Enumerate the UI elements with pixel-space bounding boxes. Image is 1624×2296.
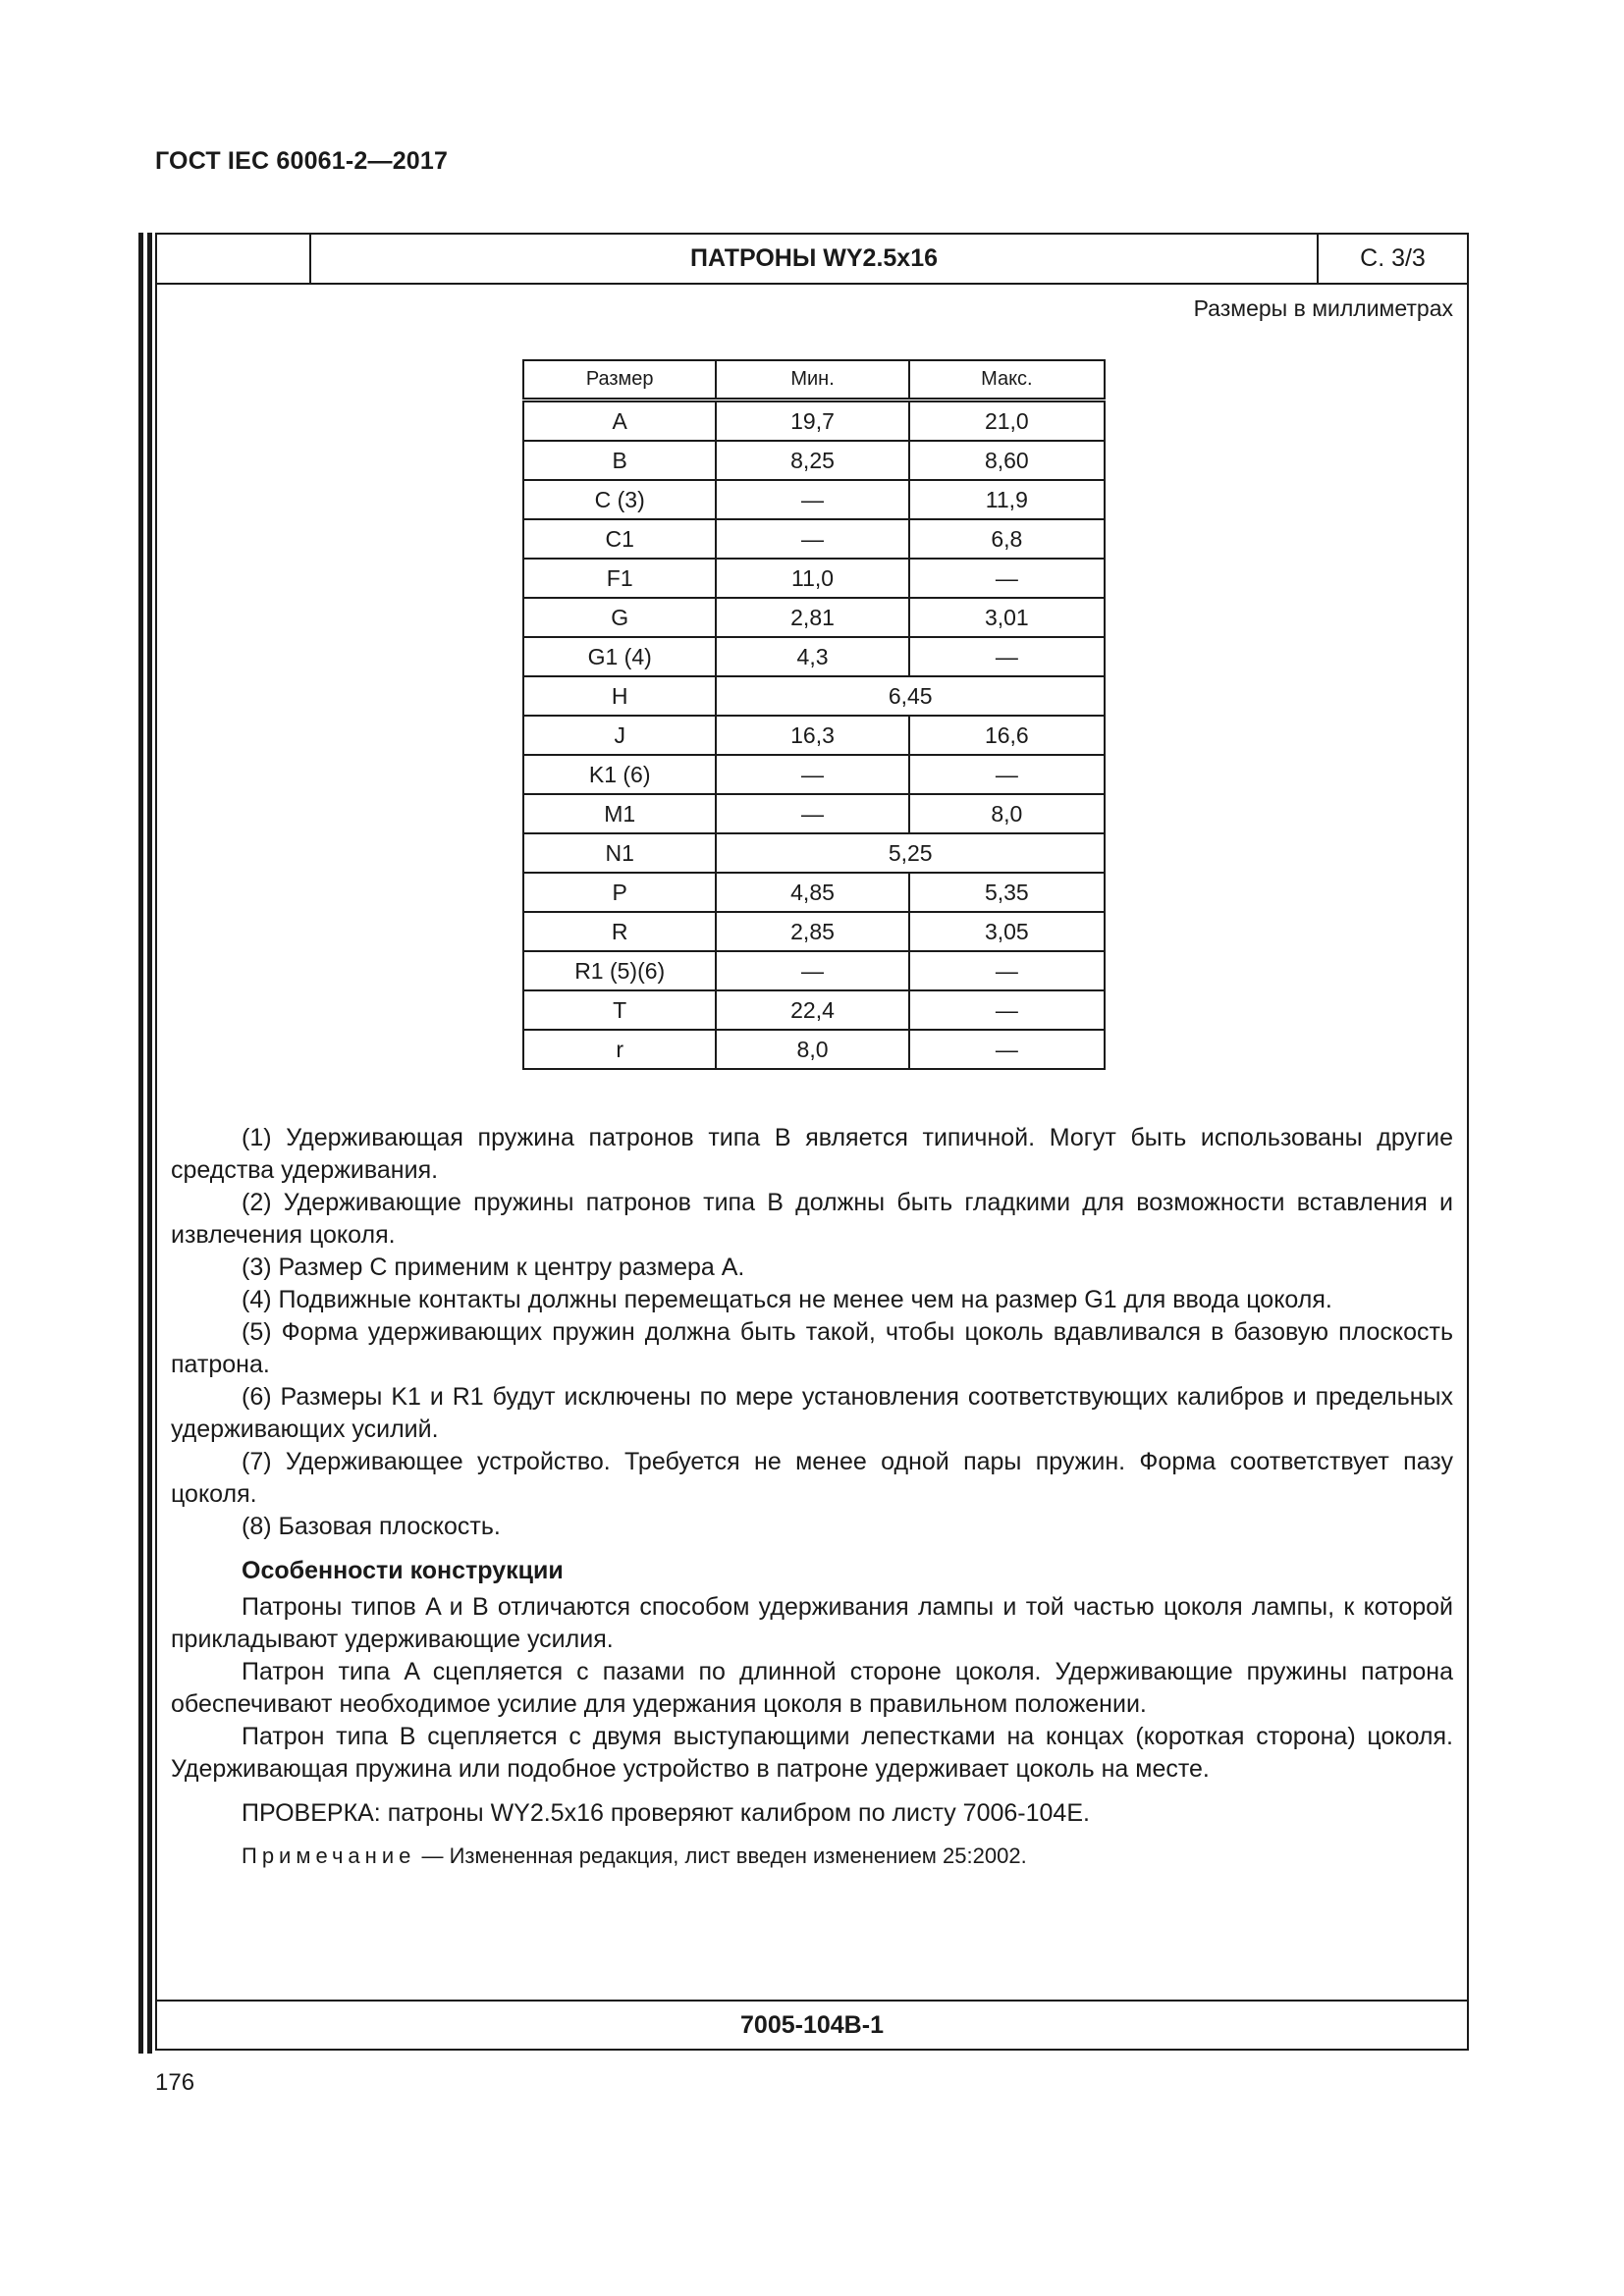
cell-max: 8,60 (909, 441, 1105, 480)
column-header-size: Размер (523, 360, 716, 400)
table-row (523, 400, 1105, 442)
cell-max: 21,0 (909, 400, 1105, 442)
left-double-rule-inner (147, 233, 152, 2054)
table-row (523, 559, 1105, 598)
cell-min: 2,81 (716, 598, 908, 637)
table-row (523, 794, 1105, 833)
cell-max: — (909, 637, 1105, 676)
footnote: (8) Базовая плоскость. (242, 1513, 501, 1540)
cell-size: K1 (6) (523, 755, 716, 794)
cell-size: R (523, 912, 716, 951)
section-paragraph: Патрон типа A сцепляется с пазами по длинной стороне цоколя. Удерживающие пружины патрона обеспечивают необходимое усилие для удержания цоколя в правильном положении. (171, 1658, 1453, 1718)
left-double-rule (138, 233, 143, 2054)
cell-merged-value: 5,25 (716, 833, 1105, 873)
cell-size: B (523, 441, 716, 480)
column-header-min: Мин. (716, 360, 908, 400)
units-note: Размеры в миллиметрах (1193, 295, 1453, 321)
table-row (523, 716, 1105, 755)
cell-max: 8,0 (909, 794, 1105, 833)
cell-min: 11,0 (716, 559, 908, 598)
cell-min: 19,7 (716, 400, 908, 442)
table-row (523, 912, 1105, 951)
cell-min: 4,3 (716, 637, 908, 676)
sheet-body (171, 1122, 1453, 1871)
table-row (523, 676, 1105, 716)
cell-min: — (716, 794, 908, 833)
cell-size: C (3) (523, 480, 716, 519)
cell-min: 22,4 (716, 990, 908, 1030)
cell-size: C1 (523, 519, 716, 559)
table-row (523, 873, 1105, 912)
cell-max: 3,05 (909, 912, 1105, 951)
cell-min: — (716, 519, 908, 559)
footnote: (7) Удерживающее устройство. Требуется не менее одной пары пружин. Форма соответствует пазу цоколя. (171, 1448, 1453, 1508)
table-row (523, 755, 1105, 794)
section-heading: Особенности конструкции (242, 1557, 564, 1584)
table-row (523, 637, 1105, 676)
footnote: (1) Удерживающая пружина патронов типа B является типичной. Могут быть использованы другие средства удерживания. (171, 1124, 1453, 1184)
cell-max: — (909, 990, 1105, 1030)
document-code: ГОСТ IEC 60061-2—2017 (155, 147, 449, 175)
table-header-row (523, 360, 1105, 400)
table-row (523, 598, 1105, 637)
footnote: (4) Подвижные контакты должны перемещаться не менее чем на размер G1 для ввода цоколя. (242, 1286, 1332, 1313)
cell-max: 6,8 (909, 519, 1105, 559)
dimensions-table (522, 359, 1106, 1070)
cell-min: 4,85 (716, 873, 908, 912)
footnote: (3) Размер C применим к центру размера A. (242, 1254, 745, 1281)
table-row (523, 519, 1105, 559)
cell-max: — (909, 951, 1105, 990)
cell-min: — (716, 755, 908, 794)
table-row (523, 441, 1105, 480)
note-text: — Измененная редакция, лист введен изменением 25:2002. (415, 1843, 1027, 1868)
sheet-page-label: С. 3/3 (1360, 244, 1426, 272)
section-paragraph: Патрон типа B сцепляется с двумя выступающими лепестками на концах (короткая сторона) цоколя. Удерживающая пружина или подобное устройство в патроне удерживает цоколь на месте. (171, 1723, 1453, 1783)
check-text: ПРОВЕРКА: патроны WY2.5x16 проверяют калибром по листу 7006-104E. (242, 1799, 1090, 1827)
column-header-max: Макс. (909, 360, 1105, 400)
cell-max: 5,35 (909, 873, 1105, 912)
cell-size: G1 (4) (523, 637, 716, 676)
cell-size: A (523, 400, 716, 442)
cell-min: 8,0 (716, 1030, 908, 1069)
cell-size: G (523, 598, 716, 637)
cell-merged-value: 6,45 (716, 676, 1105, 716)
cell-size: F1 (523, 559, 716, 598)
cell-max: — (909, 559, 1105, 598)
footnote: (5) Форма удерживающих пружин должна быть такой, чтобы цоколь вдавливался в базовую плоскость патрона. (171, 1318, 1453, 1378)
cell-size: H (523, 676, 716, 716)
cell-size: R1 (5)(6) (523, 951, 716, 990)
table-row (523, 833, 1105, 873)
cell-max: 3,01 (909, 598, 1105, 637)
cell-size: N1 (523, 833, 716, 873)
cell-max: 11,9 (909, 480, 1105, 519)
footer-code: 7005-104В-1 (740, 2010, 884, 2039)
cell-max: — (909, 1030, 1105, 1069)
cell-max: 16,6 (909, 716, 1105, 755)
note (171, 1842, 1453, 1871)
cell-min: — (716, 480, 908, 519)
page-number: 176 (155, 2069, 195, 2096)
cell-max: — (909, 755, 1105, 794)
cell-min: 16,3 (716, 716, 908, 755)
table-row (523, 990, 1105, 1030)
sheet-frame (155, 233, 1469, 2051)
cell-size: P (523, 873, 716, 912)
cell-size: T (523, 990, 716, 1030)
footnote: (6) Размеры K1 и R1 будут исключены по мере установления соответствующих калибров и предельных удерживающих усилий. (171, 1383, 1453, 1443)
table-row (523, 951, 1105, 990)
footnote: (2) Удерживающие пружины патронов типа B должны быть гладкими для возможности вставления и извлечения цоколя. (171, 1189, 1453, 1249)
cell-size: r (523, 1030, 716, 1069)
cell-min: 8,25 (716, 441, 908, 480)
cell-min: — (716, 951, 908, 990)
cell-min: 2,85 (716, 912, 908, 951)
section-paragraph: Патроны типов A и B отличаются способом удерживания лампы и той частью цоколя лампы, к которой прикладывают удерживающие усилия. (171, 1593, 1453, 1653)
table-row (523, 1030, 1105, 1069)
cell-size: J (523, 716, 716, 755)
sheet-title: ПАТРОНЫ WY2.5x16 (689, 244, 939, 272)
cell-size: M1 (523, 794, 716, 833)
note-label: Примечание (242, 1843, 416, 1868)
table-row (523, 480, 1105, 519)
header-rule (157, 283, 1467, 285)
